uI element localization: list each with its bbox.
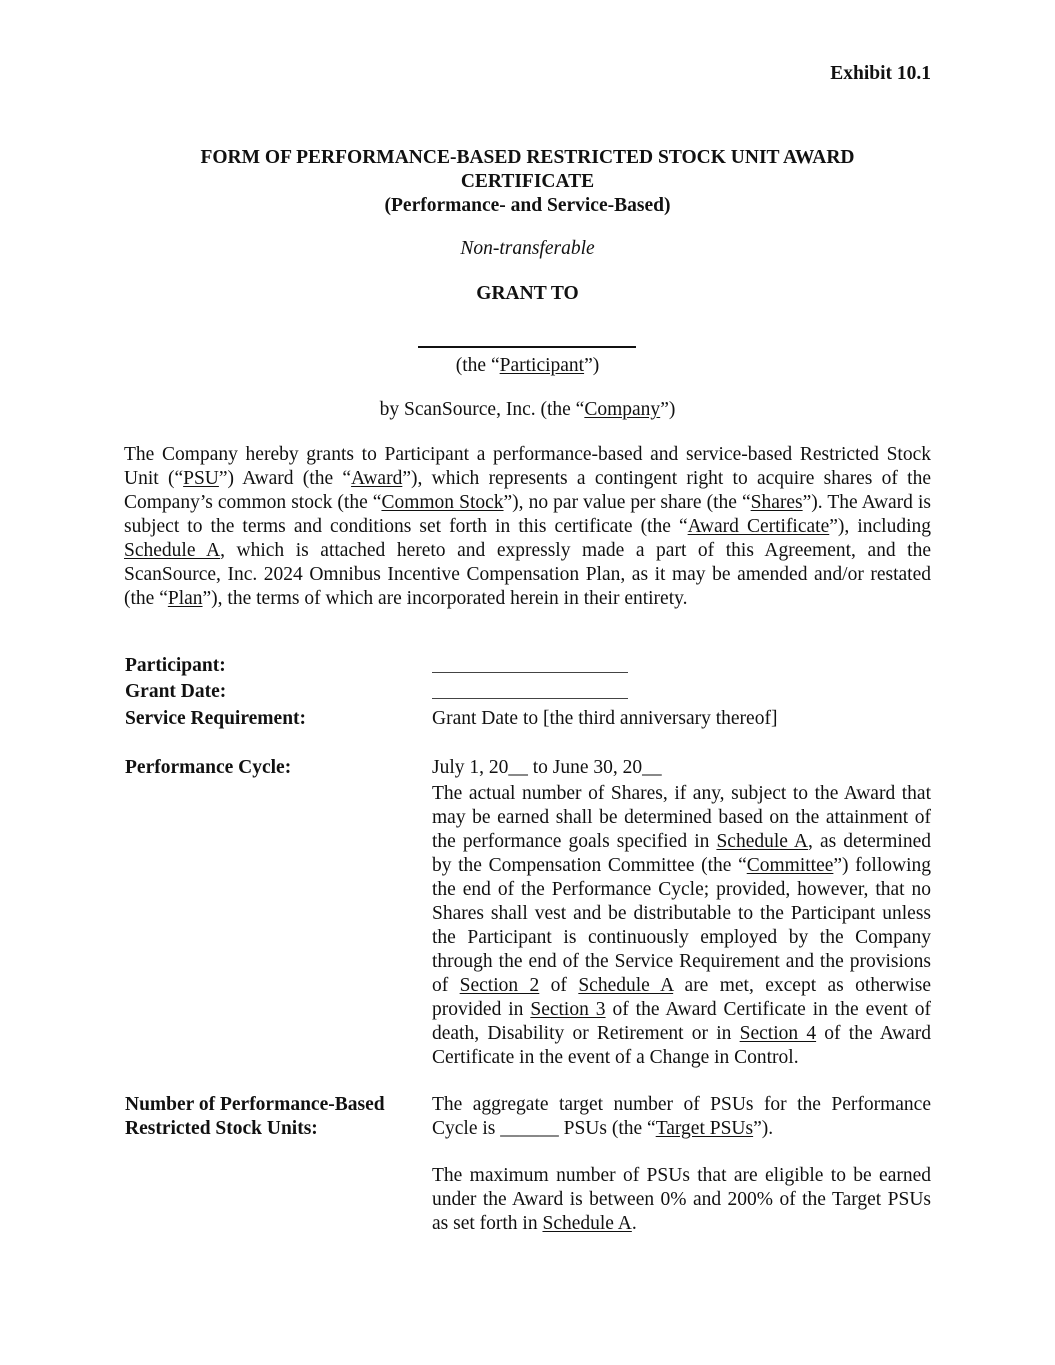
title-line-1: FORM OF PERFORMANCE-BASED RESTRICTED STOCK UNIT AWARD <box>200 147 855 168</box>
performance-cycle-value: July 1, 20__ to June 30, 20__ <box>432 757 662 778</box>
participant-blank-line <box>432 654 628 673</box>
performance-cycle-description: The actual number of Shares, if any, subject to the Award that may be earned shall be determined based on the attainment of the performance goals specified in Schedule A, as determined by the Compensation Committee (the “Committee”) following the end of the Performance Cycle; provided, however, that no Shares shall vest and be distributable to the Participant unless the Participant is continuously employed by the Company through the end of the Service Requirement and the provisions of Section 2 of Schedule A are met, except as otherwise provided in Section 3 of the Award Certificate in the event of death, Disability or Retirement or in Section 4 of the Award Certificate in the event of a Change in Control. <box>432 783 932 1068</box>
grant-date-label: Grant Date: <box>125 681 227 702</box>
company-definition: by ScanSource, Inc. (the “Company”) <box>379 399 676 420</box>
maximum-psus-value: The maximum number of PSUs that are eligible to be earned under the Award is between 0% and 200% of the Target PSUs as set forth in Schedule A. <box>432 1165 931 1234</box>
participant-definition: (the “Participant”) <box>455 355 600 376</box>
units-label: Number of Performance-Based Restricted Stock Units: <box>125 1094 385 1139</box>
title-line-2: CERTIFICATE <box>460 171 595 192</box>
non-transferable-note: Non-transferable <box>460 238 595 259</box>
company-term: Company <box>584 399 661 420</box>
participant-term: Participant <box>499 355 585 376</box>
document-title <box>124 146 931 218</box>
participant-label: Participant: <box>125 655 226 676</box>
title-line-3: (Performance- and Service-Based) <box>384 195 671 216</box>
grant-to-heading: GRANT TO <box>476 283 579 304</box>
intro-paragraph: The Company hereby grants to Participant a performance-based and service-based Restricted Stock Unit (“PSU”) Award (the “Award”), which represents a contingent right to acquire shares of the Company’s common stock (the “Common Stock”), no par value per share (the “Shares”). The Award is subject to the terms and conditions set forth in this certificate (the “Award Certificate”), including Schedule A, which is attached hereto and expressly made a part of this Agreement, and the ScanSource, Inc. 2024 Omnibus Incentive Compensation Plan, as it may be amended and/or restated (the “Plan”), the terms of which are incorporated herein in their entirety. <box>124 444 932 609</box>
grant-date-blank-line <box>432 680 628 699</box>
service-requirement-value: Grant Date to [the third anniversary thereof] <box>432 708 778 729</box>
participant-blank <box>432 654 931 680</box>
target-psus-value: The aggregate target number of PSUs for the Performance Cycle is ______ PSUs (the “Target PSUs”). <box>432 1094 931 1139</box>
exhibit-number: Exhibit 10.1 <box>830 63 931 84</box>
service-requirement-label: Service Requirement: <box>125 708 307 729</box>
performance-cycle-label: Performance Cycle: <box>125 757 292 778</box>
grant-date-blank <box>432 680 931 706</box>
target-psus-term: Target PSUs <box>655 1118 754 1139</box>
participant-signature-line <box>418 346 636 348</box>
